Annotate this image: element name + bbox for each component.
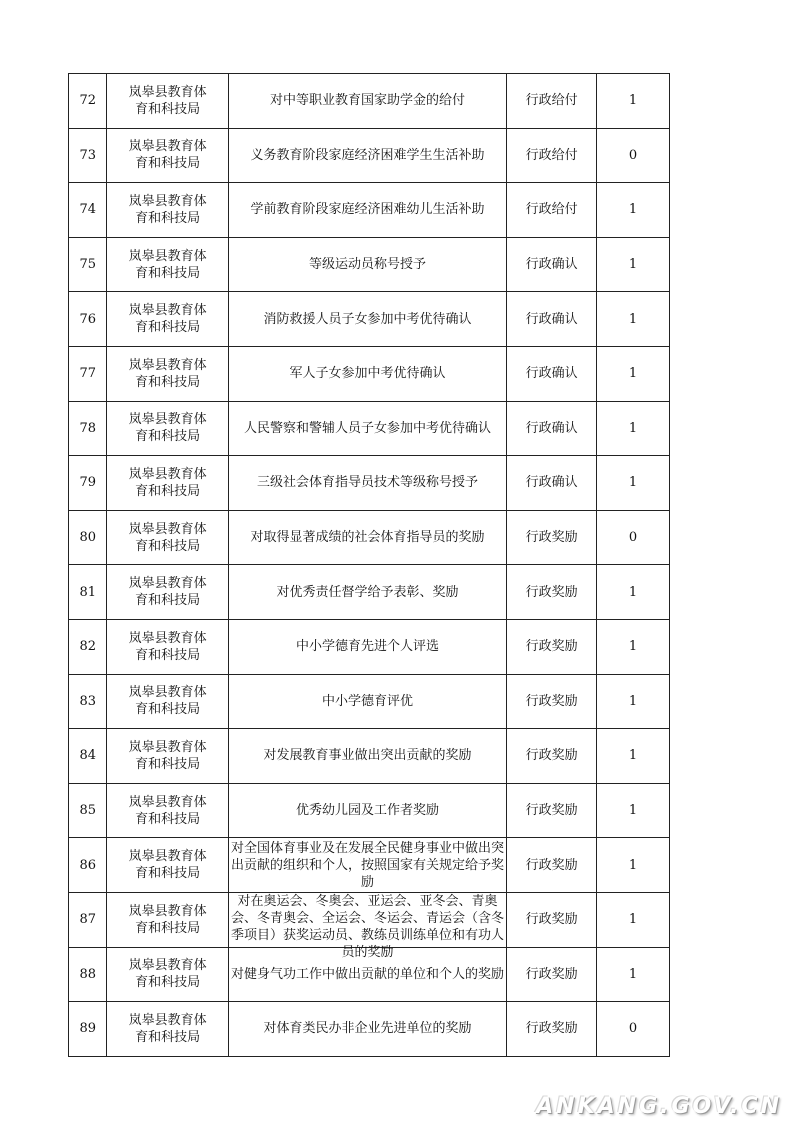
table-row xyxy=(69,510,670,565)
department-cell xyxy=(107,237,228,292)
department-cell-text: 岚皋县教育体育和科技局 xyxy=(128,685,207,718)
count-cell: 1 xyxy=(597,74,670,129)
matter-name-cell xyxy=(228,838,506,893)
row-number: 87 xyxy=(69,892,107,947)
count-cell: 1 xyxy=(597,237,670,292)
matter-name-cell-text: 义务教育阶段家庭经济困难学生生活补助 xyxy=(250,147,485,163)
row-number: 72 xyxy=(69,74,107,129)
matter-name-cell-text: 对取得显著成绩的社会体育指导员的奖励 xyxy=(250,530,485,546)
department-cell xyxy=(107,401,228,456)
department-cell-text: 岚皋县教育体育和科技局 xyxy=(128,1012,207,1045)
row-number: 86 xyxy=(69,838,107,893)
row-number: 89 xyxy=(69,1002,107,1057)
row-number: 83 xyxy=(69,674,107,729)
matters-table xyxy=(68,73,670,1057)
matter-type-cell: 行政确认 xyxy=(507,237,597,292)
row-number: 85 xyxy=(69,783,107,838)
department-cell xyxy=(107,565,228,620)
matter-name-cell xyxy=(228,510,506,565)
matter-name-cell-text: 对全国体育事业及在发展全民健身事业中做出突出贡献的组织和个人，按照国家有关规定给予奖励 xyxy=(230,840,504,890)
department-cell xyxy=(107,456,228,511)
matter-name-cell-text: 中小学德育先进个人评选 xyxy=(295,639,439,655)
department-cell-text: 岚皋县教育体育和科技局 xyxy=(128,903,207,936)
matter-name-cell-text: 等级运动员称号授予 xyxy=(308,257,426,273)
table-body xyxy=(69,74,670,1057)
row-number: 73 xyxy=(69,128,107,183)
matter-name-cell xyxy=(228,729,506,784)
department-cell xyxy=(107,619,228,674)
row-number: 75 xyxy=(69,237,107,292)
matter-name-cell xyxy=(228,292,506,347)
department-cell-text: 岚皋县教育体育和科技局 xyxy=(128,521,207,554)
matter-type-cell: 行政奖励 xyxy=(507,619,597,674)
department-cell-text: 岚皋县教育体育和科技局 xyxy=(128,139,207,172)
department-cell-text: 岚皋县教育体育和科技局 xyxy=(128,739,207,772)
department-cell xyxy=(107,346,228,401)
count-cell: 1 xyxy=(597,674,670,729)
matter-name-cell-text: 学前教育阶段家庭经济困难幼儿生活补助 xyxy=(250,202,485,218)
matter-name-cell xyxy=(228,892,506,961)
department-cell xyxy=(107,674,228,729)
matter-name-cell xyxy=(228,401,506,456)
row-number: 77 xyxy=(69,346,107,401)
matter-type-cell: 行政给付 xyxy=(507,183,597,238)
matter-name-cell-text: 军人子女参加中考优待确认 xyxy=(289,366,446,382)
count-cell: 1 xyxy=(597,346,670,401)
department-cell xyxy=(107,74,228,129)
matter-name-cell-text: 对体育类民办非企业先进单位的奖励 xyxy=(263,1021,472,1037)
matter-name-cell-text: 三级社会体育指导员技术等级称号授予 xyxy=(256,475,478,491)
matter-type-cell: 行政给付 xyxy=(507,74,597,129)
count-cell: 0 xyxy=(597,510,670,565)
department-cell-text: 岚皋县教育体育和科技局 xyxy=(128,794,207,827)
row-number: 74 xyxy=(69,183,107,238)
matter-name-cell xyxy=(228,346,506,401)
department-cell xyxy=(107,947,228,1002)
matter-name-cell-text: 中小学德育评优 xyxy=(321,693,413,709)
matter-name-cell-text: 人民警察和警辅人员子女参加中考优待确认 xyxy=(243,420,491,436)
matter-name-cell xyxy=(228,128,506,183)
matter-name-cell xyxy=(228,674,506,729)
matter-type-cell: 行政奖励 xyxy=(507,838,597,893)
department-cell-text: 岚皋县教育体育和科技局 xyxy=(128,84,207,117)
department-cell xyxy=(107,510,228,565)
department-cell-text: 岚皋县教育体育和科技局 xyxy=(128,412,207,445)
table-row xyxy=(69,346,670,401)
matter-name-cell-text: 对优秀责任督学给予表彰、奖励 xyxy=(276,584,459,600)
matter-type-cell: 行政奖励 xyxy=(507,674,597,729)
department-cell-text: 岚皋县教育体育和科技局 xyxy=(128,576,207,609)
count-cell: 1 xyxy=(597,729,670,784)
table-row xyxy=(69,892,670,947)
matter-type-cell: 行政奖励 xyxy=(507,892,597,947)
matter-name-cell-text: 消防救援人员子女参加中考优待确认 xyxy=(263,311,472,327)
count-cell: 1 xyxy=(597,183,670,238)
department-cell xyxy=(107,128,228,183)
count-cell: 1 xyxy=(597,401,670,456)
matter-type-cell: 行政奖励 xyxy=(507,783,597,838)
department-cell xyxy=(107,183,228,238)
row-number: 81 xyxy=(69,565,107,620)
department-cell xyxy=(107,892,228,947)
matter-type-cell: 行政奖励 xyxy=(507,947,597,1002)
table-row xyxy=(69,565,670,620)
matter-name-cell xyxy=(228,1002,506,1057)
department-cell xyxy=(107,838,228,893)
matter-name-cell xyxy=(228,183,506,238)
table-row xyxy=(69,838,670,893)
department-cell-text: 岚皋县教育体育和科技局 xyxy=(128,303,207,336)
department-cell-text: 岚皋县教育体育和科技局 xyxy=(128,958,207,991)
row-number: 88 xyxy=(69,947,107,1002)
matter-name-cell-text: 对发展教育事业做出突出贡献的奖励 xyxy=(263,748,472,764)
department-cell-text: 岚皋县教育体育和科技局 xyxy=(128,466,207,499)
count-cell: 1 xyxy=(597,456,670,511)
matter-name-cell-text: 优秀幼儿园及工作者奖励 xyxy=(295,803,439,819)
table-row xyxy=(69,674,670,729)
matter-type-cell: 行政确认 xyxy=(507,456,597,511)
matter-name-cell xyxy=(228,74,506,129)
row-number: 80 xyxy=(69,510,107,565)
row-number: 82 xyxy=(69,619,107,674)
table-row xyxy=(69,401,670,456)
table-row xyxy=(69,783,670,838)
department-cell-text: 岚皋县教育体育和科技局 xyxy=(128,357,207,390)
matter-type-cell: 行政确认 xyxy=(507,292,597,347)
matter-name-cell xyxy=(228,456,506,511)
matter-name-cell xyxy=(228,237,506,292)
department-cell xyxy=(107,729,228,784)
count-cell: 1 xyxy=(597,619,670,674)
table-row xyxy=(69,456,670,511)
table-row xyxy=(69,619,670,674)
department-cell xyxy=(107,1002,228,1057)
site-watermark: ANKANG.GOV.CN xyxy=(536,1094,782,1119)
matter-name-cell xyxy=(228,619,506,674)
count-cell: 1 xyxy=(597,892,670,947)
row-number: 84 xyxy=(69,729,107,784)
table-row xyxy=(69,237,670,292)
matter-name-cell-text: 对健身气功工作中做出贡献的单位和个人的奖励 xyxy=(230,966,504,982)
matter-type-cell: 行政奖励 xyxy=(507,729,597,784)
count-cell: 1 xyxy=(597,783,670,838)
department-cell-text: 岚皋县教育体育和科技局 xyxy=(128,193,207,226)
count-cell: 1 xyxy=(597,947,670,1002)
table-row xyxy=(69,729,670,784)
table-row xyxy=(69,1002,670,1057)
matter-type-cell: 行政确认 xyxy=(507,346,597,401)
department-cell-text: 岚皋县教育体育和科技局 xyxy=(128,630,207,663)
row-number: 76 xyxy=(69,292,107,347)
matter-name-cell-text: 对中等职业教育国家助学金的给付 xyxy=(269,93,465,109)
table-row xyxy=(69,74,670,129)
matter-name-cell xyxy=(228,565,506,620)
matter-type-cell: 行政奖励 xyxy=(507,510,597,565)
table-row xyxy=(69,128,670,183)
count-cell: 1 xyxy=(597,565,670,620)
count-cell: 1 xyxy=(597,838,670,893)
matter-type-cell: 行政奖励 xyxy=(507,565,597,620)
matter-name-cell-text: 对在奥运会、冬奥会、亚运会、亚冬会、青奥会、冬青奥会、全运会、冬运会、青运会（含冬季项目）获奖运动员、教练员训练单位和有功人员的奖励 xyxy=(230,894,504,961)
row-number: 78 xyxy=(69,401,107,456)
department-cell-text: 岚皋县教育体育和科技局 xyxy=(128,849,207,882)
department-cell xyxy=(107,292,228,347)
matter-type-cell: 行政确认 xyxy=(507,401,597,456)
count-cell: 0 xyxy=(597,128,670,183)
matter-name-cell xyxy=(228,783,506,838)
row-number: 79 xyxy=(69,456,107,511)
matter-type-cell: 行政奖励 xyxy=(507,1002,597,1057)
table-row xyxy=(69,292,670,347)
count-cell: 0 xyxy=(597,1002,670,1057)
count-cell: 1 xyxy=(597,292,670,347)
department-cell-text: 岚皋县教育体育和科技局 xyxy=(128,248,207,281)
department-cell xyxy=(107,783,228,838)
matter-type-cell: 行政给付 xyxy=(507,128,597,183)
table-row xyxy=(69,183,670,238)
